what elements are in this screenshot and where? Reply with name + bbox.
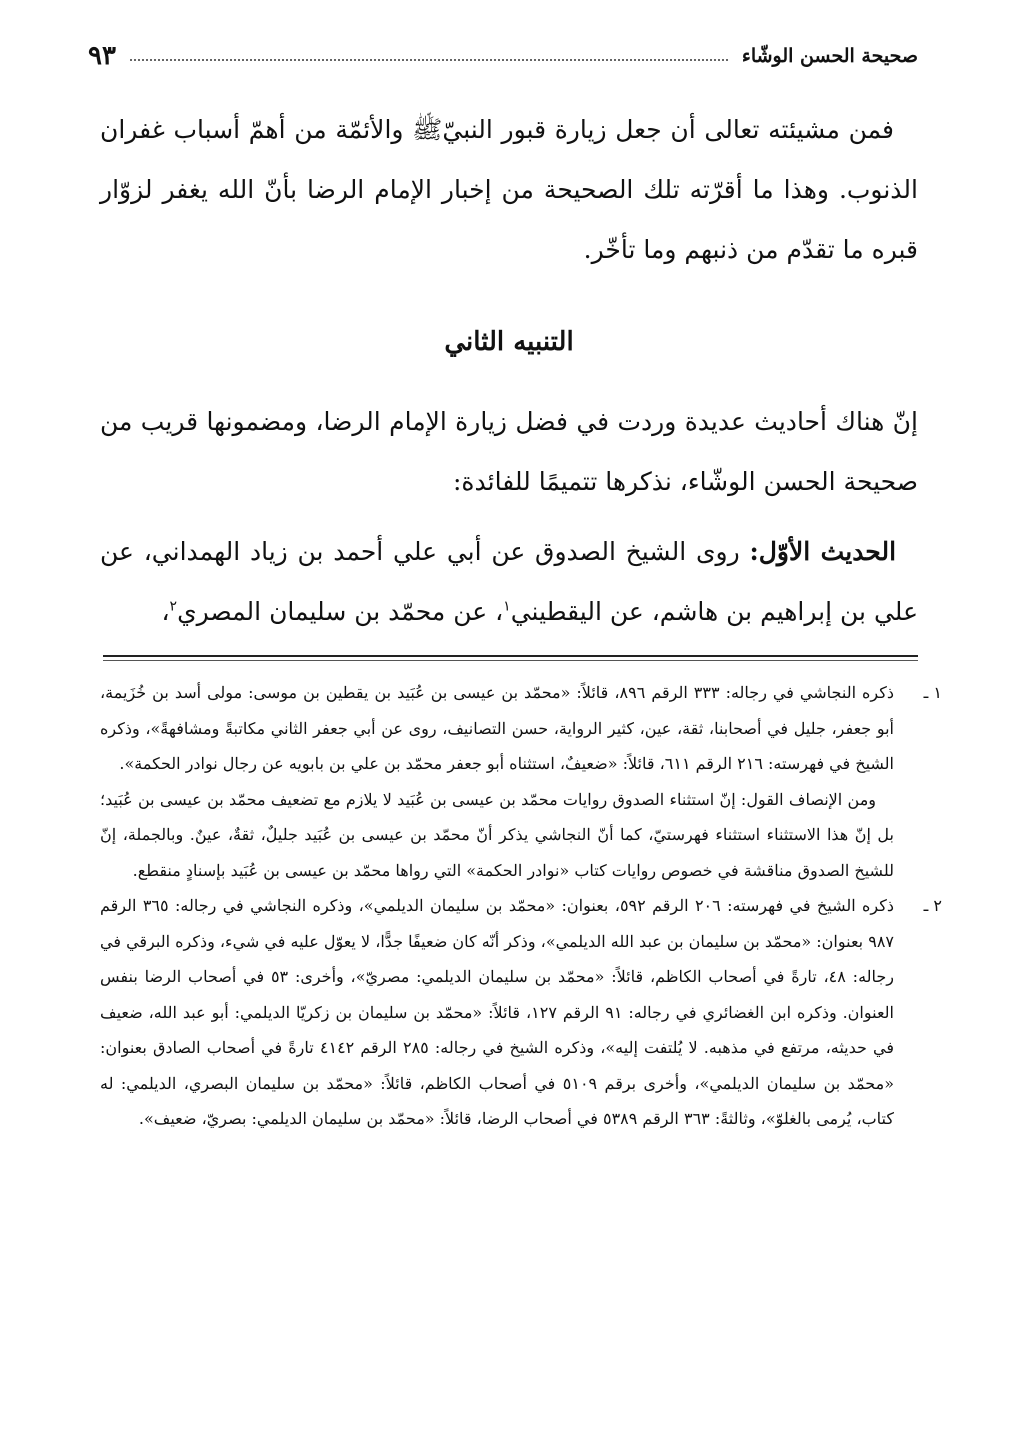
footnote-2 xyxy=(100,888,942,1137)
footnotes xyxy=(100,675,942,1137)
running-head xyxy=(88,36,918,76)
section-heading: التنبيه الثاني xyxy=(444,327,574,357)
footnote-ref-2: ٢ xyxy=(169,598,178,615)
footnote-2-number: ٢ ـ xyxy=(923,896,942,915)
paragraph-1: فمن مشيئته تعالى أن جعل زيارة قبور النبيّﷺ والأئمّة من أهمّ أسباب غفران الذنوب. وهذا ما أقرّته تلك الصحيحة من إخبار الإمام الرضا بأنّ الله يغفر لزوّار قبره ما تقدّم من ذنبهم وما تأخّر. xyxy=(100,115,918,264)
hadith-label: الحديث الأوّل: xyxy=(749,537,897,566)
footnote-1-continuation: ومن الإنصاف القول: إنّ استثناء الصدوق روايات محمّد بن عيسى بن عُبَيد لا يلازم مع تضعيف محمّد بن عيسى بن عُبَيد؛ بل إنّ هذا الاستثناء استثناء فهرستيّ، كما أنّ النجاشي يذكر أنّ محمّد بن عيسى بن عُبَيد جليلٌ، ثقةٌ، عينٌ. وبالجملة، إنّ للشيخ الصدوق مناقشة في خصوص روايات كتاب «نوادر الحكمة» التي رواها محمّد بن عيسى بن عُبَيد بإسنادٍ منقطع. xyxy=(100,789,894,880)
footnote-separator xyxy=(103,655,918,657)
main-text xyxy=(100,100,918,642)
footnote-2-text: ذكره الشيخ في فهرسته: ٢٠٦ الرقم ٥٩٢، بعنوان: «محمّد بن سليمان الديلمي»، وذكره النجاشي في رجاله: ٣٦٥ الرقم ٩٨٧ بعنوان: «محمّد بن سليمان بن عبد الله الديلمي»، وذكر أنّه كان ضعيفًا جدًّا، لا يعوّل عليه في شيء، وذكره البرقي في رجاله: ٤٨، تارةً في أصحاب الكاظم، قائلاً: «محمّد بن سليمان الديلمي: مصريّ»، وأخرى: ٥٣ في أصحاب الرضا بنفس العنوان. وذكره ابن الغضائري في رجاله: ٩١ الرقم ١٢٧، قائلاً: «محمّد بن سليمان بن زكريّا الديلمي: أبو عبد الله، ضعيف في حديثه، مرتفع في مذهبه. لا يُلتفت إليه»، وذكره الشيخ في رجاله: ٢٨٥ الرقم ٤١٤٢ تارةً في أصحاب الصادق بعنوان: «محمّد بن سليمان الديلمي»، وأخرى برقم ٥١٠٩ في أصحاب الكاظم، قائلاً: «محمّد بن سليمان البصري، الديلمي: له كتاب، يُرمى بالغلوّ»، وثالثةً: ٣٦٣ الرقم ٥٣٨٩ في أصحاب الرضا، قائلاً: «محمّد بن سليمان الديلمي: بصريّ، ضعيف». xyxy=(100,896,895,1128)
hadith-paragraph xyxy=(100,522,918,642)
footnote-1-text: ذكره النجاشي في رجاله: ٣٣٣ الرقم ٨٩٦، قائلاً: «محمّد بن عيسى بن عُبَيد بن يقطين بن موسى: مولى أسد بن خُزَيمة، أبو جعفر، جليل في أصحابنا، ثقة، عين، كثير الرواية، حسن التصانيف، روى عن أبي جعفر الثاني مكاتبةً ومشافهةً»، وذكره الشيخ في فهرسته: ٢١٦ الرقم ٦١١، قائلاً: «ضعيفٌ، استثناه أبو جعفر محمّد بن علي بن بابويه عن رجال نوادر الحكمة». xyxy=(100,683,894,773)
footnote-1-number: ١ ـ xyxy=(923,683,942,702)
dotted-leader xyxy=(130,59,728,61)
hadith-text-b: ، عن محمّد بن سليمان المصري xyxy=(177,597,504,626)
page-number: ٩٣ xyxy=(88,41,116,71)
footnote-1 xyxy=(100,675,942,782)
footnote-ref-1: ١ xyxy=(503,598,511,615)
hadith-text-c: ، xyxy=(161,597,170,626)
hadith-text-a: روى الشيخ الصدوق عن أبي علي أحمد بن زياد الهمداني، عن علي بن إبراهيم بن هاشم، عن اليقطيني xyxy=(100,537,918,626)
running-title: صحيحة الحسن الوشّاء xyxy=(741,45,918,67)
paragraph-2: إنّ هناك أحاديث عديدة وردت في فضل زيارة الإمام الرضا، ومضمونها قريب من صحيحة الحسن الوشّاء، نذكرها تتميمًا للفائدة: xyxy=(100,407,918,496)
